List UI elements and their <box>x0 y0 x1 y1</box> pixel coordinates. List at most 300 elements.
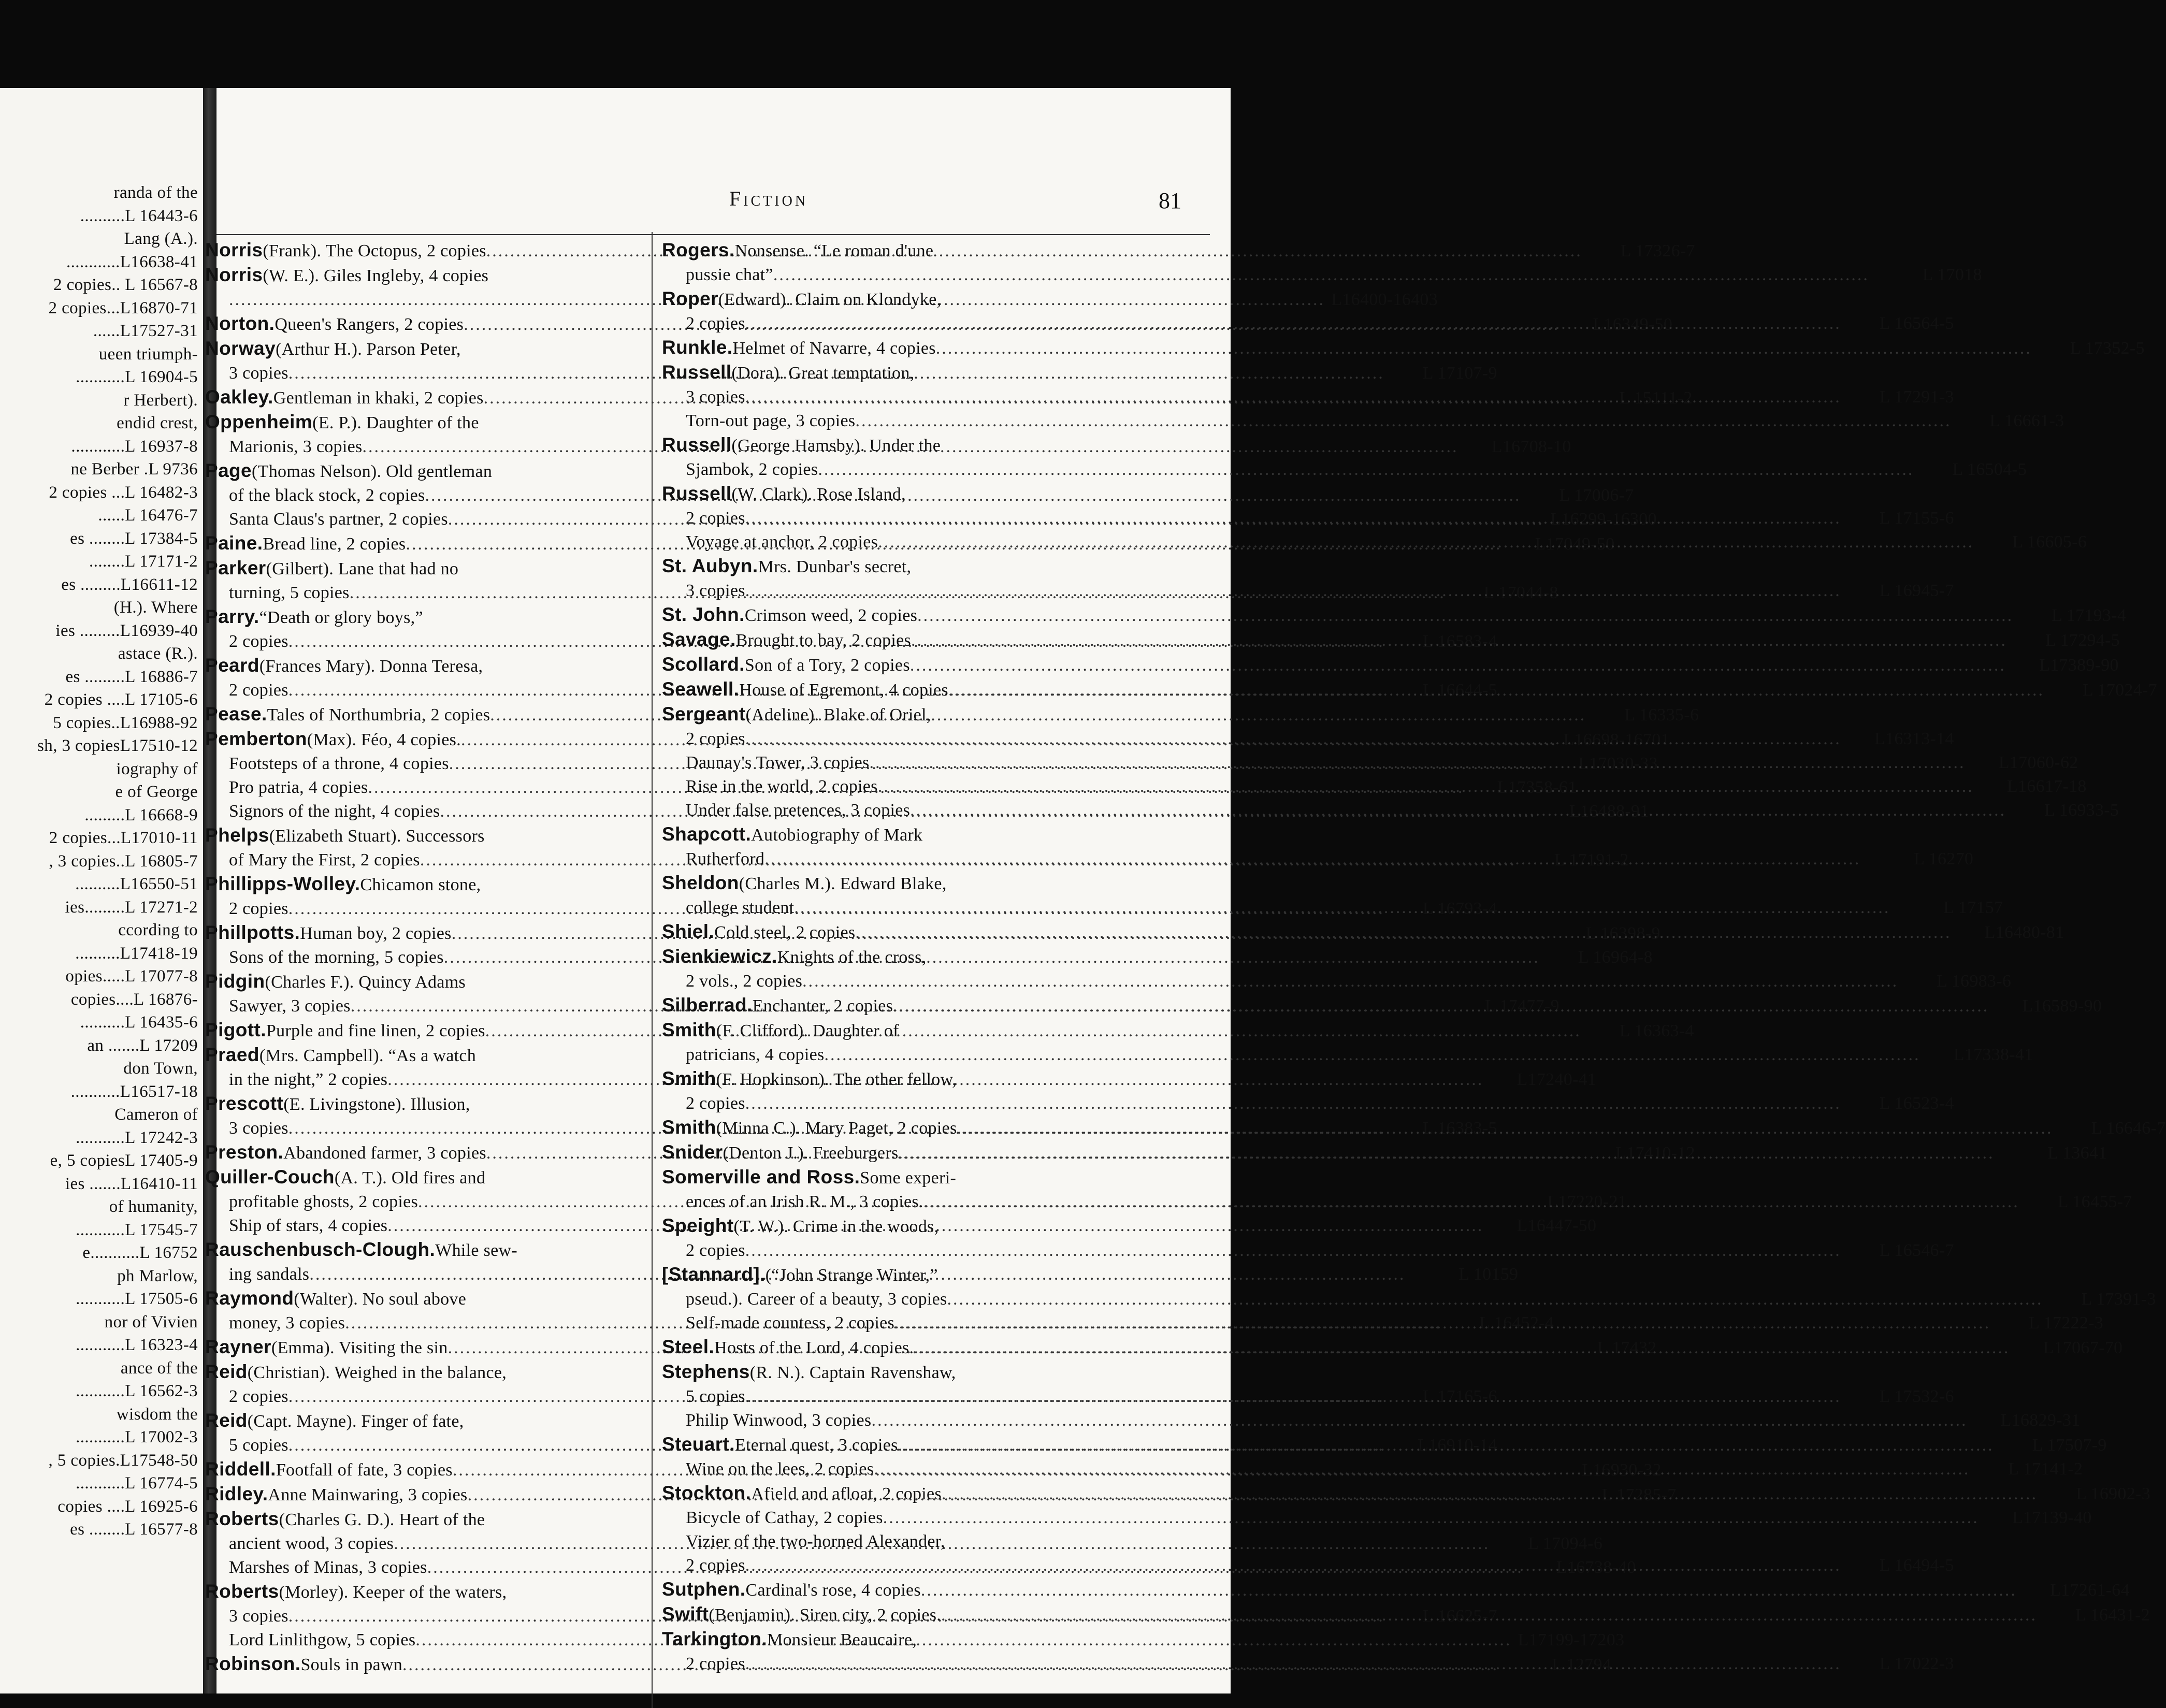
call-number: L 16964-8 <box>1578 948 1653 967</box>
entry-title: (Charles G. D.). Heart of the <box>279 1510 485 1529</box>
entry-subtitle: Daunay's Tower, 3 copies <box>686 753 870 772</box>
facing-page-line: ...........L 17545-7 <box>76 1220 198 1239</box>
catalog-entry-line <box>205 337 641 361</box>
dot-leader <box>874 1457 1970 1481</box>
facing-page-line: es ........L 17384-5 <box>70 529 198 548</box>
dot-leader <box>745 1385 1841 1409</box>
call-number: L 17157 <box>1943 898 2003 917</box>
entry-title: Hosts of the Lord, 4 copies. <box>714 1338 914 1357</box>
call-number: L 17477-9 <box>1484 996 1559 1016</box>
catalog-entry-line <box>205 508 1657 531</box>
entry-continuation: money, 3 copies <box>229 1313 345 1333</box>
call-number: L16589-90 <box>2022 996 2102 1016</box>
entry-heading: Reid <box>205 1410 248 1431</box>
facing-page-line: ..........L16550-51 <box>75 875 198 893</box>
call-number: L 17532-6 <box>1879 1387 1954 1406</box>
facing-page-line: 2 copies...L16870-71 <box>48 298 198 317</box>
entry-title: Autobiography of Mark <box>751 826 923 845</box>
catalog-entry-line <box>205 1165 641 1190</box>
entry-title: (Denton J.). Freeburgers <box>723 1144 899 1163</box>
catalog-entry-line <box>662 1360 1190 1385</box>
entry-title: (“John Strange Winter,” <box>765 1266 938 1285</box>
entry-heading: Speight <box>662 1215 734 1236</box>
call-number: L 10159 <box>1459 1265 1519 1284</box>
entry-subtitle: Santa Claus's partner, 2 copies <box>229 510 448 529</box>
entry-continuation: 2 copies <box>686 729 745 748</box>
call-number: L 16270 <box>1914 849 1974 869</box>
facing-page-line: Cameron of <box>114 1105 198 1124</box>
facing-page-line: 2 copies...L17010-11 <box>49 829 198 847</box>
facing-page-line: , 3 copies..L 16805-7 <box>49 851 198 871</box>
dot-leader <box>917 604 2013 628</box>
catalog-entry-line <box>662 871 1190 896</box>
dot-leader <box>855 409 1951 433</box>
entry-continuation: ences of an Irish R. M., 3 copies. <box>686 1192 923 1211</box>
entry-continuation: 5 copies <box>686 1387 745 1406</box>
entry-title: (Elizabeth Stuart). Successors <box>269 827 485 846</box>
entry-heading: Rauschenbusch-Clough. <box>205 1239 436 1260</box>
facing-page-line: ies .......L16410-11 <box>65 1174 198 1193</box>
call-number: L 16494-5 <box>1879 1556 1954 1575</box>
call-number: L 16644-5 <box>1422 681 1497 700</box>
dot-leader <box>948 678 2044 702</box>
facing-page-line: ...........L 16774-5 <box>76 1474 198 1493</box>
entry-heading: Smith <box>662 1019 716 1040</box>
call-number: L16349-50 <box>1593 315 1673 334</box>
dot-leader <box>818 458 1914 482</box>
catalog-entry-line <box>662 1092 1954 1116</box>
entry-title: (F. Hopkinson). The other fellow, <box>716 1070 957 1089</box>
entry-title: (W. E.). Giles Ingleby, 4 copies <box>263 266 489 285</box>
facing-page-line: 2 copies ...L 16482-3 <box>49 483 198 502</box>
page-header <box>216 186 1231 218</box>
entry-heading: Rogers. <box>662 239 735 260</box>
facing-page-line: randa of the <box>113 183 198 202</box>
call-number: L 17141-2 <box>2008 1459 2083 1479</box>
call-number: L17030-33 <box>1578 754 1658 773</box>
call-number: L 16983-6 <box>1937 972 2012 991</box>
page-number: 81 <box>1159 188 1181 213</box>
call-number: L 17006-7 <box>1559 486 1634 505</box>
entry-subtitle: Bicycle of Cathay, 2 copies <box>686 1508 883 1527</box>
call-number: L16480-81 <box>1984 923 2064 942</box>
call-number: L16910-14 <box>1417 1436 1497 1455</box>
call-number: L 16661-3 <box>1989 411 2064 430</box>
call-number: L17261-64 <box>2050 1581 2130 1600</box>
dot-leader <box>745 1239 1841 1263</box>
facing-page-line: ........L 17171-2 <box>89 552 198 571</box>
call-number: L17067-70 <box>2043 1338 2123 1357</box>
entry-continuation: 2 copies <box>229 899 288 918</box>
entry-heading: Pigott. <box>205 1019 266 1040</box>
entry-heading: Reid <box>205 1361 248 1382</box>
entry-heading: Smith <box>662 1117 716 1138</box>
facing-page-line: nor of Vivien <box>104 1312 198 1331</box>
call-number: L 13641 <box>2047 1144 2107 1163</box>
entry-continuation: of the black stock, 2 copies <box>229 486 425 505</box>
entry-heading: Paine. <box>205 532 263 554</box>
call-number: L 17191-2 <box>1554 850 1629 870</box>
facing-page-line: e, 5 copiesL 17405-9 <box>50 1151 198 1170</box>
call-number: L 16431-2 <box>2075 1605 2150 1625</box>
catalog-entry-line <box>205 1043 641 1068</box>
call-number: L 17044-8 <box>1483 583 1558 602</box>
catalog-entry-line <box>662 554 1190 579</box>
catalog-entry-line <box>662 1214 1190 1239</box>
call-number: L 17094-6 <box>1528 1534 1603 1553</box>
dot-leader <box>957 1117 2053 1140</box>
call-number: L 17352-5 <box>2070 339 2145 358</box>
entry-heading: Pemberton <box>205 728 307 749</box>
entry-title: (E. P.). Daughter of the <box>312 413 479 432</box>
call-number: L17240-41 <box>1517 1070 1597 1089</box>
entry-title: Cold steel, 2 copies <box>714 923 856 942</box>
call-number: L 16504-5 <box>1952 460 2027 479</box>
entry-subtitle: Rise in the world, 2 copies <box>686 777 878 796</box>
entry-title: (Gilbert). Lane that had no <box>266 559 459 578</box>
dot-leader <box>878 530 1974 554</box>
dot-leader <box>911 629 2007 653</box>
entry-continuation: 2 copies <box>686 509 745 528</box>
entry-title: Human boy, 2 copies <box>300 924 452 943</box>
entry-heading: Raymond <box>205 1287 294 1309</box>
facing-page-line: ............L 16937-8 <box>71 437 198 456</box>
call-number: L17358-61 <box>1497 778 1577 797</box>
entry-heading: Page <box>205 460 252 481</box>
facing-page-line: endid crest, <box>117 414 198 432</box>
catalog-entry-line <box>205 556 641 581</box>
entry-subtitle: Vizier of the two-horned Alexander, <box>686 1532 945 1551</box>
catalog-entry-line <box>662 1239 1954 1263</box>
call-number: L 16546-7 <box>1879 1241 1954 1260</box>
dot-leader <box>947 1287 2043 1311</box>
entry-title: (Thomas Nelson). Old gentleman <box>252 462 493 481</box>
dot-leader <box>894 1311 1990 1335</box>
call-number: L 16398-9 <box>1585 924 1660 943</box>
call-number: L 17294-5 <box>2045 631 2120 650</box>
call-number: L 17285-7 <box>1601 1485 1677 1504</box>
facing-page-line: ...........L 17002-3 <box>76 1428 198 1446</box>
catalog-entry-line <box>662 238 1190 263</box>
entry-title: (T. W.). Crime in the woods, <box>733 1217 939 1236</box>
entry-title: Mrs. Dunbar's secret, <box>758 557 912 576</box>
facing-page-line: es .........L 16886-7 <box>65 667 198 686</box>
entry-title: (Capt. Mayne). Finger of fate, <box>247 1412 464 1431</box>
header-rule <box>216 234 1210 235</box>
facing-page-line: ......L17527-31 <box>93 322 198 340</box>
facing-page-line: ies .........L16939-40 <box>55 621 198 640</box>
call-number: L16617-18 <box>2006 777 2087 796</box>
entry-title: (R. N.). Captain Ravenshaw, <box>749 1363 956 1382</box>
catalog-entry-line <box>205 872 641 897</box>
catalog-entry-line <box>662 336 2145 360</box>
entry-title: Anne Mainwaring, 3 copies <box>268 1485 468 1504</box>
catalog-entry-line <box>205 823 641 848</box>
dot-leader <box>942 1482 2038 1506</box>
call-number: L 17432 <box>1597 1338 1657 1357</box>
facing-page-line: ...........L 17505-6 <box>76 1290 198 1308</box>
entry-heading: Parker <box>205 557 266 578</box>
dot-leader <box>745 579 1841 603</box>
entry-heading: Norris <box>205 239 263 260</box>
catalog-entry-line <box>662 702 1190 727</box>
entry-heading: Sienkiewicz. <box>662 946 777 967</box>
entry-heading: St. Aubyn. <box>662 555 758 576</box>
entry-title: (Charles F.). Quincy Adams <box>265 973 466 992</box>
entry-continuation: 3 copies <box>229 1606 288 1626</box>
facing-page-line: ueen triumph- <box>98 344 198 364</box>
entry-subtitle: Lord Linlithgow, 5 copies <box>229 1630 416 1649</box>
entry-title: While sew- <box>435 1241 517 1260</box>
entry-continuation: in the night,” 2 copies <box>229 1070 388 1089</box>
entry-title: (A. T.). Old fires and <box>334 1168 486 1188</box>
entry-continuation: 3 copies <box>229 364 288 383</box>
entry-heading: Tarkington. <box>662 1628 768 1649</box>
entry-heading: Preston. <box>205 1141 284 1163</box>
call-number: L16299-16300 <box>1550 510 1657 529</box>
entry-title: (Walter). No soul above <box>294 1290 467 1309</box>
entry-heading: Steuart. <box>662 1434 735 1455</box>
dot-leader <box>745 1092 1841 1116</box>
entry-title: Afield and afloat, 2 copies <box>751 1484 942 1503</box>
facing-page-line: ............L16638-41 <box>66 252 198 271</box>
catalog-entry-line <box>205 410 641 435</box>
catalog-entry-line <box>662 1165 1190 1190</box>
entry-subtitle: Footsteps of a throne, 4 copies <box>229 754 449 773</box>
facing-page-line: opies.....L 17077-8 <box>65 967 198 986</box>
entry-continuation: 2 vols., 2 copies <box>686 972 803 991</box>
dot-leader <box>936 337 2032 360</box>
catalog-entry-line <box>662 1018 1190 1043</box>
call-number: L 17155-6 <box>1879 509 1954 528</box>
call-number: L16488-91 <box>1569 802 1649 821</box>
entry-heading: Shiel. <box>662 921 715 942</box>
entry-heading: Prescott <box>205 1093 284 1114</box>
entry-subtitle: Philip Winwood, 3 copies <box>686 1411 872 1430</box>
entry-continuation: Sawyer, 3 copies <box>229 996 351 1016</box>
call-number: L 17222-3 <box>2029 1313 2104 1333</box>
call-number: L16829-31 <box>2000 1411 2081 1430</box>
entry-title: Queen's Rangers, 2 copies <box>275 315 464 334</box>
entry-heading: Parry. <box>205 606 259 627</box>
entry-title: (Adeline). Blake of Oriel, <box>745 705 931 725</box>
entry-title: (Morley). Keeper of the waters, <box>279 1583 507 1602</box>
dot-leader <box>871 1409 1967 1432</box>
catalog-entry-line <box>662 1263 1190 1287</box>
call-number: L17338-41 <box>1953 1045 2033 1064</box>
entry-heading: Somerville and Ross. <box>662 1166 860 1188</box>
entry-continuation: 3 copies <box>686 387 745 407</box>
entry-title: Knights of the cross, <box>777 948 927 967</box>
entry-heading: Oppenheim <box>205 411 313 432</box>
facing-page-line: ...........L 16323-4 <box>76 1336 198 1354</box>
facing-page-line: astace (R.). <box>118 644 198 663</box>
entry-title: (Max). Féo, 4 copies. <box>307 730 461 749</box>
facing-page-line: of humanity, <box>109 1197 198 1216</box>
catalog-entry-line <box>662 433 1190 458</box>
entry-title: (Frank). The Octopus, 2 copies <box>263 241 486 260</box>
catalog-entry-line <box>205 312 1673 337</box>
entry-subtitle: Signors of the night, 4 copies <box>229 802 440 821</box>
catalog-entry-line <box>662 822 1190 847</box>
facing-page-line: es ........L 16577-8 <box>70 1520 198 1539</box>
entry-subtitle: Voyage at anchor, 2 copies <box>686 532 878 552</box>
entry-continuation: 2 copies <box>686 1556 745 1575</box>
facing-page-line: an .......L 17209 <box>87 1036 198 1055</box>
dot-leader <box>745 506 1841 530</box>
entry-title: Nonsense. “Le roman d'une <box>734 241 934 260</box>
catalog-entry-line <box>205 1507 641 1532</box>
call-number: L 17291-3 <box>1879 387 1954 407</box>
entry-title: Chicamon stone, <box>360 875 481 894</box>
entry-continuation: 2 copies <box>229 632 288 651</box>
facing-page-line: ies.........L 17271-2 <box>65 898 198 917</box>
call-number: L 16933-5 <box>2044 801 2119 820</box>
catalog-entry-line <box>662 360 1190 385</box>
facing-page-line: (H.). Where <box>113 598 198 617</box>
entry-heading: Swift <box>662 1603 709 1625</box>
call-number: L 12794 <box>1551 1655 1612 1674</box>
facing-page-line: 2 copies.. L 16567-8 <box>53 276 198 294</box>
call-number: L 16564-5 <box>1879 314 1954 333</box>
facing-page-line: ...........L16517-18 <box>70 1082 198 1101</box>
dot-leader <box>910 654 2006 677</box>
dot-leader <box>773 263 1869 287</box>
dot-leader <box>914 1336 2010 1360</box>
catalog-entry-line <box>662 1043 2033 1067</box>
entry-continuation: 5 copies <box>229 1436 288 1455</box>
entry-continuation: Marionis, 3 copies <box>229 437 363 456</box>
facing-page-fragment <box>0 88 203 1693</box>
entry-title: (Benjamin). Siren city, 2 copies. <box>709 1605 942 1625</box>
facing-page-line: copies....L 16876- <box>70 990 198 1009</box>
facing-page-line: ance of the <box>120 1358 198 1378</box>
entry-heading: Scollard. <box>662 654 745 675</box>
facing-page-line: sh, 3 copiesL17510-12 <box>37 736 198 755</box>
facing-page-line: 2 copies ....L 17105-6 <box>44 690 198 709</box>
catalog-entry-line <box>662 1409 2081 1432</box>
call-number: L16447-50 <box>1517 1216 1597 1235</box>
catalog-entry-line <box>205 1409 641 1434</box>
facing-page-line: wisdom the <box>116 1405 198 1424</box>
entry-title: Bread line, 2 copies <box>263 534 406 554</box>
dot-leader <box>745 312 1841 336</box>
entry-heading: Stockton. <box>662 1482 752 1503</box>
call-number: L17389-90 <box>2039 656 2119 675</box>
entry-heading: Sutphen. <box>662 1579 746 1600</box>
facing-page-line: ......L 16476-7 <box>98 506 198 525</box>
entry-heading: St. John. <box>662 604 745 625</box>
facing-page-line: iography of <box>116 759 198 778</box>
entry-title: Crimson weed, 2 copies <box>744 606 918 625</box>
call-number: L 16455-7 <box>2057 1192 2132 1211</box>
entry-title: Tales of Northumbria, 2 copies <box>267 705 490 725</box>
dot-leader <box>745 1652 1841 1676</box>
entry-continuation: Sjambok, 2 copies <box>686 460 818 479</box>
dot-leader <box>802 969 1898 993</box>
call-number: L 17326-7 <box>1620 241 1695 260</box>
entry-heading: Russell <box>662 483 732 504</box>
facing-page-line: 5 copies..L16988-92 <box>53 713 198 732</box>
entry-subtitle: Ship of stars, 4 copies <box>229 1216 388 1235</box>
catalog-entry-line <box>205 1580 641 1604</box>
dot-leader <box>923 1190 2019 1214</box>
catalog-entry-line <box>662 409 2064 433</box>
entry-continuation: 2 copies <box>686 1094 745 1113</box>
entry-heading: Sergeant <box>662 703 746 725</box>
catalog-entry-line <box>205 1238 641 1263</box>
catalog-entry-line <box>662 263 1982 287</box>
dot-leader <box>855 921 1951 945</box>
entry-continuation: 2 copies <box>686 314 745 333</box>
entry-heading: Oakley. <box>205 386 273 408</box>
dot-leader <box>898 1434 1994 1457</box>
call-number: L 16583-4 <box>1422 632 1497 651</box>
catalog-entry-line <box>662 1627 1190 1652</box>
entry-title: Cardinal's rose, 4 copies <box>745 1581 921 1600</box>
entry-title: Abandoned farmer, 3 copies <box>283 1144 486 1163</box>
dot-leader <box>910 799 2006 822</box>
entry-title: “Death or glory boys,” <box>259 608 423 627</box>
entry-heading: Ridley. <box>205 1483 268 1504</box>
entry-heading: Norway <box>205 338 276 359</box>
call-number: L16930-32 <box>1582 1460 1662 1480</box>
entry-title: Eternal quest, 3 copies <box>734 1436 898 1455</box>
facing-page-line: r Herbert). <box>123 390 198 410</box>
entry-heading: Phillipps-Wolley. <box>205 873 360 894</box>
dot-leader <box>870 751 1966 775</box>
entry-continuation: patricians, 4 copies <box>686 1045 825 1064</box>
call-number: L 16793-4 <box>1422 899 1497 918</box>
entry-heading: Seawell. <box>662 678 740 700</box>
call-number: L16738-40 <box>1556 1558 1636 1577</box>
entry-continuation: profitable ghosts, 2 copies <box>229 1192 418 1211</box>
entry-title: (Dora). Great temptation, <box>731 364 915 383</box>
call-number: L17139-40 <box>2012 1508 2092 1527</box>
entry-heading: Steel. <box>662 1336 715 1357</box>
call-number: L 16363-4 <box>1619 1021 1694 1040</box>
entry-title: Gentleman in khaki, 2 copies <box>273 388 484 408</box>
entry-heading: Roberts <box>205 1508 279 1529</box>
call-number: L 17024-7 <box>2082 681 2157 700</box>
entry-continuation: 3 copies <box>229 1119 288 1138</box>
entry-subtitle: Pro patria, 4 copies <box>229 778 368 797</box>
call-number: L 17022-3 <box>1879 1654 1954 1673</box>
entry-subtitle: Wine on the lees, 2 copies <box>686 1459 874 1479</box>
entry-heading: Shapcott. <box>662 823 752 845</box>
catalog-entry-line <box>205 1286 641 1311</box>
call-number: L17199-17203 <box>1518 1630 1625 1649</box>
call-number: L 17507-9 <box>2032 1436 2107 1455</box>
call-number: L 15111-2 <box>1619 388 1693 408</box>
catalog-entry-line <box>662 969 2012 993</box>
call-number: L 16646-7 <box>2091 1119 2166 1138</box>
dot-leader <box>794 896 1890 920</box>
call-number: L 17391-3 <box>2081 1290 2156 1309</box>
entry-heading: Rayner <box>205 1336 271 1357</box>
entry-title: Footfall of fate, 3 copies <box>276 1460 453 1480</box>
entry-heading: Quiller-Couch <box>205 1166 335 1188</box>
dot-leader <box>745 385 1841 409</box>
catalog-entry-line <box>662 1287 2156 1311</box>
entry-heading: Phillpotts. <box>205 922 300 943</box>
catalog-entry-line <box>205 654 641 678</box>
call-number: L 16945-7 <box>1879 581 1954 600</box>
facing-page-line: ..........L 16435-6 <box>80 1013 198 1032</box>
catalog-entry-line <box>205 459 641 484</box>
entry-title: (Frances Mary). Donna Teresa, <box>259 657 483 676</box>
call-number: L17049-50 <box>1535 534 1615 554</box>
